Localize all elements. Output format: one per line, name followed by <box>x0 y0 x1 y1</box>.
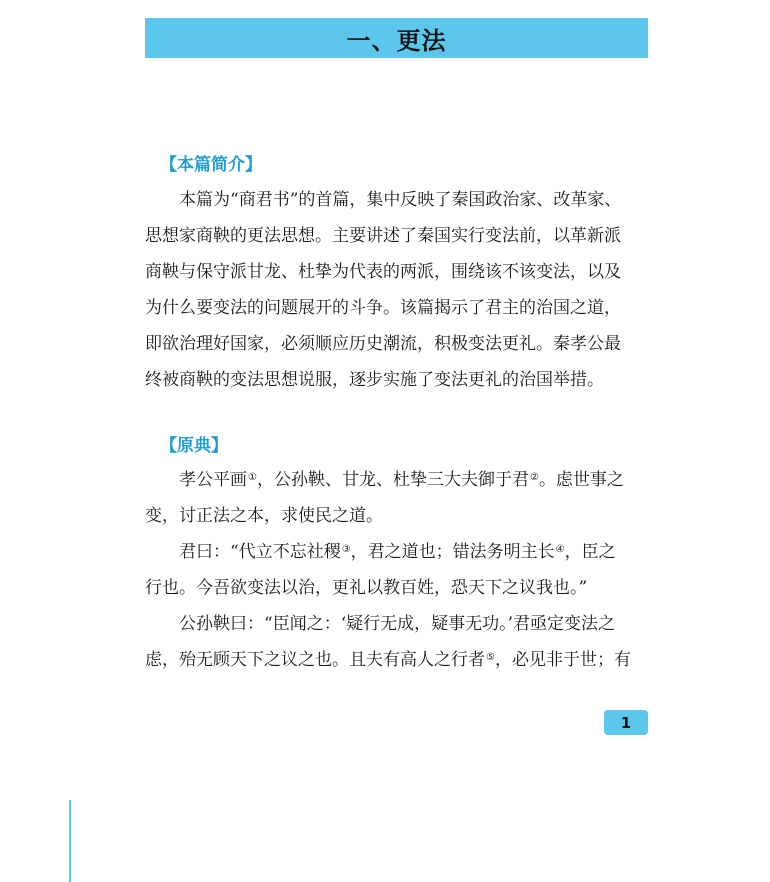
page-number: 1 <box>620 713 632 732</box>
text-run: 孝公平画 <box>179 470 247 490</box>
text-run: 君曰：“代立不忘社稷 <box>179 542 341 562</box>
intro-line: 即欲治理好国家，必须顺应历史潮流，积极变法更礼。秦孝公最 <box>145 334 621 354</box>
footnote-marker: ⑤ <box>486 652 495 663</box>
original-line <box>145 534 649 570</box>
original-line <box>145 642 649 678</box>
original-heading: 【原典】 <box>160 436 228 456</box>
footnote-marker: ④ <box>555 544 565 555</box>
original-line <box>145 498 649 534</box>
text-run: 行也。今吾欲变法以治，更礼以教百姓，恐天下之议我也。” <box>145 578 588 598</box>
intro-line: 商鞅与保守派甘龙、杜挚为代表的两派，围绕该不该变法，以及 <box>145 262 621 282</box>
chapter-title-bar <box>145 18 648 58</box>
chapter-title: 一、更法 <box>346 26 447 55</box>
intro-heading: 【本篇简介】 <box>160 155 262 175</box>
original-line <box>145 570 649 606</box>
intro-paragraph <box>145 182 649 398</box>
footnote-marker: ③ <box>341 544 351 555</box>
original-text <box>145 462 649 678</box>
text-run: ，君之道也；错法务明主长 <box>350 542 555 562</box>
text-run: ，公孙鞅、甘龙、杜挚三大夫御于君 <box>256 470 529 490</box>
margin-rule <box>69 800 71 882</box>
text-run: ，臣之 <box>564 542 616 562</box>
footnote-marker: ① <box>248 472 257 483</box>
text-run: 公孙鞅曰：“臣闻之：‘疑行无成，疑事无功。’君亟定变法之 <box>179 614 615 634</box>
intro-line: 终被商鞅的变法思想说服，逐步实施了变法更礼的治国举措。 <box>145 370 604 390</box>
original-line <box>145 462 649 498</box>
intro-line: 为什么要变法的问题展开的斗争。该篇揭示了君主的治国之道， <box>145 298 621 318</box>
text-run: 。虑世事之 <box>538 470 624 490</box>
footnote-marker: ② <box>529 472 539 483</box>
text-run: 虑，殆无顾天下之议之也。且夫有高人之行者 <box>145 650 485 670</box>
text-run: ，必见非于世；有 <box>494 650 631 670</box>
original-line <box>145 606 649 642</box>
page-number-badge <box>604 710 648 735</box>
intro-line: 本篇为“商君书”的首篇，集中反映了秦国政治家、改革家、 <box>179 190 622 210</box>
intro-line: 思想家商鞅的更法思想。主要讲述了秦国实行变法前，以革新派 <box>145 226 621 246</box>
text-run: 变，讨正法之本，求使民之道。 <box>145 506 383 526</box>
